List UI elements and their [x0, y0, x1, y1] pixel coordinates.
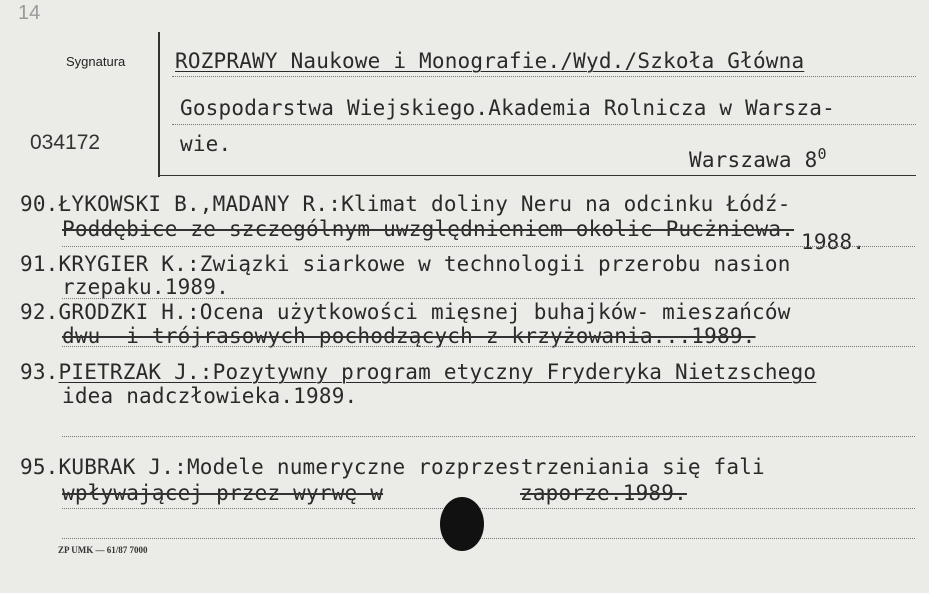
header-line-1	[175, 49, 804, 73]
place-format	[689, 145, 827, 172]
dotted-rule	[62, 246, 915, 247]
entry-text: GRODZKI H.:Ocena użytkowości mięsnej buhajków- mieszańców	[58, 300, 791, 324]
entry-92-line-2: dwu- i trójrasowych pochodzących z krzyżowania...1989.	[62, 324, 756, 348]
punch-hole	[440, 497, 484, 551]
entry-92-line-1	[20, 300, 791, 324]
entry-90-year: 1988.	[801, 230, 866, 254]
footer-print-mark: ZP UMK — 61/87 7000	[58, 545, 148, 555]
entry-text-part-a: wpływającej przez wyrwę w	[62, 481, 384, 505]
entry-93-line-2: idea nadczłowieka.1989.	[62, 384, 358, 408]
entry-number: 93.	[20, 360, 59, 384]
dotted-rule	[62, 538, 915, 539]
dotted-rule	[172, 76, 916, 77]
entry-90-line-2: Poddębice ze szczególnym uwzględnieniem okolic Pucżniewa.	[62, 217, 795, 241]
entry-95-line-2	[62, 481, 383, 505]
signature-number: 034172	[30, 131, 101, 154]
header-line-2: Gospodarstwa Wiejskiego.Akademia Rolnicza w Warsza-	[180, 96, 835, 120]
dotted-rule	[172, 124, 916, 125]
entry-text: ŁYKOWSKI B.,MADANY R.:Klimat doliny Neru na odcinku Łódź-	[58, 192, 791, 216]
place-format-text: Warszawa 8	[689, 148, 818, 172]
signature-label: Sygnatura	[66, 54, 126, 69]
entry-95-line-2b: zaporze.1989.	[520, 481, 687, 505]
vertical-rule	[158, 32, 160, 177]
entry-text: KUBRAK J.:Modele numeryczne rozprzestrzeniania się fali	[58, 455, 765, 479]
entry-91-line-1	[20, 252, 791, 276]
pencil-mark: 14	[18, 2, 41, 24]
entry-95-line-1	[20, 455, 765, 479]
header-bottom-rule	[160, 175, 916, 176]
dotted-rule	[62, 346, 915, 347]
series-title: ROZPRAWY Naukowe i Monografie./Wyd./Szkoła Główna	[175, 49, 805, 73]
entry-number: 92.	[20, 300, 59, 324]
entry-number: 91.	[20, 252, 59, 276]
entry-number: 95.	[20, 455, 59, 479]
entry-text: KRYGIER K.:Związki siarkowe w technologii przerobu nasion	[58, 252, 791, 276]
format-sup: 0	[817, 145, 827, 163]
entry-text: PIETRZAK J.:Pozytywny program etyczny Fryderyka Nietzschego	[58, 360, 817, 384]
entry-90-line-1	[20, 192, 791, 216]
entry-number: 90.	[20, 192, 59, 216]
entry-91-line-2: rzepaku.1989.	[62, 275, 229, 299]
entry-93-line-1	[20, 360, 816, 384]
dotted-rule	[62, 508, 915, 509]
dotted-rule	[62, 298, 915, 299]
dotted-rule	[62, 436, 915, 437]
header-line-3: wie.	[180, 132, 232, 156]
